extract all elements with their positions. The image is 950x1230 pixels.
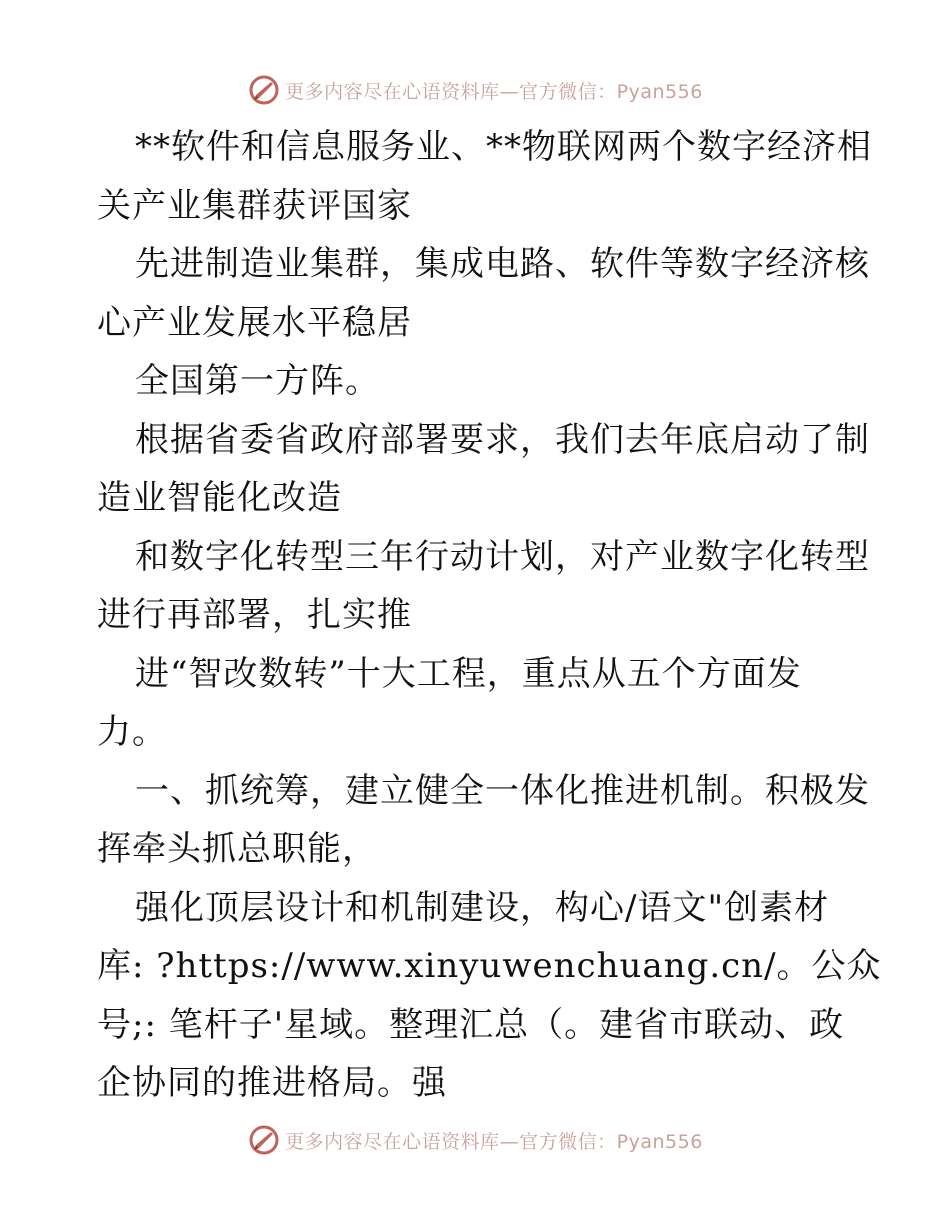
text-line: 力。 [97, 712, 167, 752]
text-line: 企协同的推进格局。强 [97, 1063, 447, 1103]
footer-watermark [0, 1120, 950, 1160]
watermark-logo-icon [247, 73, 281, 107]
text-line: 进行再部署，扎实推 [97, 595, 412, 635]
text-line: 库: ?https://www.xinyuwenchuang.cn/。公众 [97, 946, 882, 986]
text-line: 造业智能化改造 [97, 478, 342, 518]
watermark-text: 更多内容尽在心语资料库—官方微信：Pyan556 [285, 80, 703, 103]
text-line: 挥牵头抓总职能， [97, 829, 377, 869]
text-line: 一、抓统筹，建立健全一体化推进机制。积极发 [135, 770, 870, 811]
watermark-logo-icon [247, 1123, 281, 1157]
text-line: 和数字化转型三年行动计划，对产业数字化转型 [135, 536, 870, 577]
text-line: 强化顶层设计和机制建设，构心/语文"创素材 [135, 887, 830, 928]
text-line: 先进制造业集群，集成电路、软件等数字经济核 [135, 244, 870, 284]
text-line: 关产业集群获评国家 [97, 185, 412, 226]
text-line: **软件和信息服务业、**物联网两个数字经济相 [135, 127, 872, 167]
text-line: 根据省委省政府部署要求，我们去年底启动了制 [135, 419, 870, 460]
text-line: 心产业发展水平稳居 [97, 302, 412, 343]
watermark-text: 更多内容尽在心语资料库—官方微信：Pyan556 [285, 1130, 703, 1153]
text-line: 号;: 笔杆子'星域。整理汇总（。建省市联动、政 [97, 1004, 845, 1045]
document-body [97, 118, 882, 1113]
text-line: 全国第一方阵。 [135, 361, 380, 401]
header-watermark [0, 70, 950, 110]
text-line: 进“智改数转”十大工程，重点从五个方面发 [135, 653, 802, 694]
